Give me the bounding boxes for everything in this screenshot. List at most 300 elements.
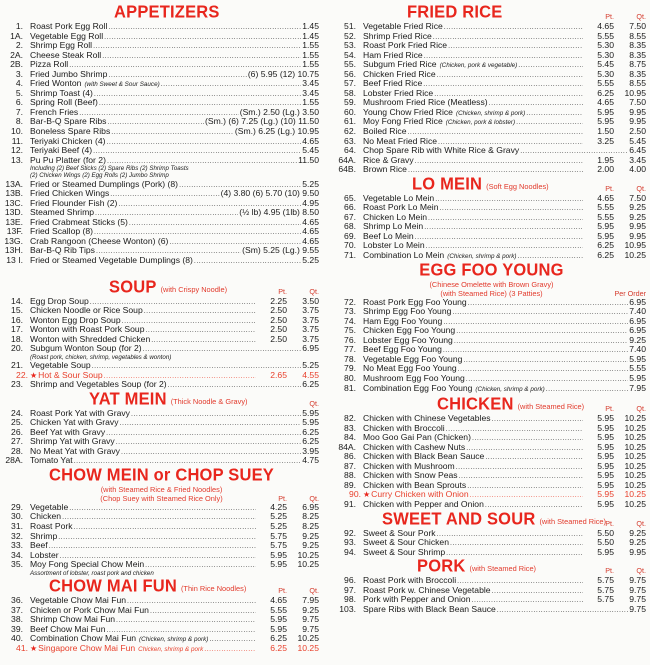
dot-leader — [424, 223, 583, 233]
item-name: Moo Goo Gai Pan (Chicken) — [363, 432, 471, 443]
section-subtitle: (with Steamed Rice) (3 Patties) — [440, 288, 543, 298]
quart-header: Qt. — [636, 404, 646, 414]
menu-right-column — [325, 3, 646, 665]
quart-price: 10.25 — [624, 498, 646, 509]
pint-price: 5.95 — [597, 441, 614, 452]
item-name: Spring Roll (Beef) — [30, 97, 98, 108]
item-number-text: 90. — [349, 489, 361, 500]
item-name: Pizza Roll — [30, 59, 69, 70]
dot-leader — [526, 109, 583, 119]
pint-price: 5.30 — [597, 68, 614, 79]
dot-leader — [428, 214, 583, 224]
quart-header: Qt. — [309, 286, 319, 296]
quart-price: 8.35 — [629, 68, 646, 79]
quart-price: 10.25 — [624, 460, 646, 471]
item-number: 15. — [11, 305, 23, 316]
section-title: PORK — [417, 556, 466, 577]
item-name: Beef Egg Foo Young — [363, 344, 442, 355]
dot-leader — [435, 195, 583, 205]
quart-header: Qt. — [636, 518, 646, 528]
dot-leader — [444, 23, 583, 33]
pint-header: Pt. — [605, 566, 614, 576]
quart-price: 8.75 — [629, 59, 646, 70]
item-number: 13E. — [5, 216, 23, 227]
item-name: Vegetable Egg Roll — [30, 30, 104, 41]
dot-leader — [470, 491, 583, 501]
item-number: 3. — [15, 68, 23, 79]
item-name: Chicken Lo Mein — [363, 211, 428, 222]
price-column-headers — [584, 404, 646, 413]
menu-item[interactable] — [337, 500, 646, 510]
item-name: No Meat Yat with Gravy — [30, 445, 120, 456]
item-size-prices: (6) 5.95 (12) 10.75 — [247, 68, 319, 79]
quart-price: 9.25 — [629, 211, 646, 222]
pint-price: 5.55 — [597, 78, 614, 89]
quart-price: 2.50 — [629, 126, 646, 137]
pint-price: 6.25 — [270, 642, 287, 653]
pint-price: 5.75 — [597, 575, 614, 586]
menu-item[interactable] — [337, 605, 646, 615]
item-number: 76. — [344, 334, 356, 345]
menu-item[interactable] — [337, 165, 646, 175]
item-size-prices: (4) 3.80 (6) 5.70 (10) 9.50 — [220, 188, 319, 199]
pint-header: Pt. — [605, 518, 614, 528]
pint-price: 6.25 — [597, 240, 614, 251]
item-number: 28. — [11, 445, 23, 456]
star-icon: ★ — [30, 370, 38, 380]
quart-price: 10.25 — [297, 633, 319, 644]
item-price: 3.95 — [302, 445, 319, 456]
section-note: (with Steamed Rice) — [469, 564, 537, 574]
item-price: 6.95 — [629, 296, 646, 307]
item-name: Subgum Wonton Soup (for 2) — [30, 343, 142, 354]
item-number: 68. — [344, 221, 356, 232]
item-number: 79. — [344, 363, 356, 374]
item-number: 30. — [11, 511, 23, 522]
item-description: Chicken, shrimp & pork — [138, 645, 204, 653]
section-title: CHICKEN — [437, 394, 514, 415]
section-soup — [4, 278, 319, 390]
item-price: 5.95 — [629, 353, 646, 364]
item-name: Teriyaki Beef (4) — [30, 145, 93, 156]
item-number: 73. — [344, 306, 356, 317]
pint-price: 5.55 — [597, 211, 614, 222]
item-number: 92. — [344, 527, 356, 538]
item-description: (Chicken, shrimp & pork) — [455, 109, 526, 117]
item-number: 17. — [11, 324, 23, 335]
quart-price: 10.25 — [624, 422, 646, 433]
pint-price: 5.50 — [597, 527, 614, 538]
item-price: 6.25 — [302, 426, 319, 437]
dot-leader — [116, 616, 256, 626]
dot-leader — [443, 346, 628, 356]
dot-leader — [454, 337, 628, 347]
item-description: (Chicken, shrimp & pork) — [447, 253, 517, 261]
dot-leader — [424, 52, 583, 62]
section-title: SOUP — [109, 277, 157, 297]
item-number: 24. — [11, 407, 23, 418]
item-name: Tomato Yat — [30, 455, 73, 466]
pint-header: Pt. — [278, 493, 287, 503]
item-price: 5.95 — [302, 407, 319, 418]
item-number: 35. — [11, 559, 23, 570]
item-size-prices: (Sm.) 2.50 (Lg.) 3.50 — [239, 106, 319, 117]
item-price: 7.40 — [629, 306, 646, 317]
item-size-prices: (Sm) 5.25 (Lg.) 9.55 — [242, 245, 319, 256]
quart-header: Qt. — [309, 493, 319, 503]
section-note: (with Steamed Rice) — [539, 516, 606, 526]
dot-leader — [456, 327, 628, 337]
quart-price: 9.95 — [629, 106, 646, 117]
item-number: 2A. — [10, 49, 23, 60]
item-number: 81. — [344, 382, 356, 393]
item-name: Singapore Chow Mai Fun — [38, 642, 136, 653]
item-name: Fried Crabmeat Sticks (5) — [30, 216, 128, 227]
item-number: 13D. — [4, 207, 23, 218]
pint-price: 5.95 — [597, 451, 614, 462]
pint-price: 4.65 — [597, 192, 614, 203]
item-name: Boiled Rice — [363, 126, 407, 137]
dot-leader — [62, 513, 256, 523]
menu-item[interactable] — [4, 256, 319, 266]
pint-header: Pt. — [278, 286, 287, 296]
item-name: Wonton with Roast Pork Soup — [30, 324, 145, 335]
quart-price: 8.25 — [302, 521, 319, 532]
menu-item[interactable] — [4, 380, 319, 390]
pint-price: 5.95 — [270, 559, 287, 570]
pint-price: 1.95 — [597, 154, 614, 165]
quart-price: 8.25 — [302, 511, 319, 522]
dot-leader — [69, 504, 256, 514]
section-chow-mai-fun — [4, 577, 319, 653]
quart-price: 9.25 — [302, 604, 319, 615]
quart-price: 3.45 — [629, 154, 646, 165]
item-name: Sweet & Sour Chicken — [363, 537, 449, 548]
pint-price: 1.50 — [597, 126, 614, 137]
dot-leader — [49, 542, 256, 552]
pint-price: 5.95 — [597, 422, 614, 433]
quart-price: 3.75 — [302, 333, 319, 344]
item-price: 1.45 — [302, 30, 319, 41]
item-name: Moy Fong Fried Rice — [363, 116, 443, 127]
item-price: 6.25 — [302, 379, 319, 390]
item-price: 6.95 — [302, 343, 319, 354]
item-name: Fried Chicken Wings — [30, 188, 110, 199]
item-number: 94. — [344, 546, 356, 557]
item-number: 29. — [11, 501, 23, 512]
section-note: (Soft Egg Noodles) — [486, 181, 549, 191]
item-price: 4.65 — [302, 235, 319, 246]
item-name: Chop Spare Rib with White Rice & Gravy — [363, 145, 520, 156]
pint-price: 5.25 — [270, 521, 287, 532]
item-number: 39. — [11, 623, 23, 634]
item-number: 4. — [15, 78, 23, 89]
item-name: Egg Drop Soup — [30, 295, 89, 306]
quart-price: 7.95 — [302, 594, 319, 605]
dot-leader — [468, 299, 629, 309]
section-header — [337, 261, 646, 280]
menu-item[interactable] — [4, 156, 319, 166]
quart-price: 9.75 — [629, 584, 646, 595]
quart-price: 3.75 — [302, 324, 319, 335]
quart-price: 8.55 — [629, 78, 646, 89]
item-price: 3.45 — [302, 78, 319, 89]
section-header — [337, 175, 646, 194]
dot-leader — [102, 52, 301, 62]
dot-leader — [497, 606, 628, 616]
dot-leader — [116, 438, 302, 448]
item-number: 64B. — [338, 164, 356, 175]
item-name: Beef Chow Mai Fun — [30, 623, 106, 634]
item-number: 8. — [15, 116, 23, 127]
item-name: Beef Lo Mein — [363, 230, 414, 241]
section-header — [337, 395, 646, 414]
dot-leader — [459, 472, 583, 482]
pint-price: 5.55 — [270, 604, 287, 615]
item-price: 4.65 — [302, 226, 319, 237]
item-number: 64. — [344, 145, 356, 156]
dot-leader — [120, 419, 302, 429]
dot-leader — [415, 233, 583, 243]
item-number: 97. — [344, 584, 356, 595]
pint-price: 5.95 — [597, 498, 614, 509]
item-number: 53. — [344, 40, 356, 51]
pint-price: 6.25 — [597, 87, 614, 98]
section-note: (with Steamed Rice) — [517, 402, 585, 412]
item-number: 13B. — [5, 188, 23, 199]
item-name: Shrimp Yat with Gravy — [30, 436, 115, 447]
item-number: 82. — [344, 413, 356, 424]
item-number: 2. — [15, 40, 23, 51]
item-number: 69. — [344, 230, 356, 241]
item-price: 1.55 — [302, 97, 319, 108]
item-number: 7. — [15, 106, 23, 117]
item-name: Chicken — [30, 511, 62, 522]
section-header — [4, 278, 319, 297]
item-number: 38. — [11, 614, 23, 625]
dot-leader — [472, 434, 583, 444]
menu-item[interactable] — [4, 456, 319, 466]
dot-leader — [161, 80, 302, 90]
item-name: Fried or Steamed Dumplings (Pork) (8) — [30, 178, 179, 189]
menu-left-column — [4, 3, 325, 665]
dot-leader — [450, 539, 583, 549]
item-number: 52. — [344, 30, 356, 41]
menu-item[interactable] — [4, 560, 319, 570]
item-number: 14. — [11, 295, 23, 306]
dot-leader — [452, 308, 628, 318]
item-number: 88. — [344, 470, 356, 481]
item-name: Vegetable Soup — [30, 360, 91, 371]
item-price: 5.95 — [629, 372, 646, 383]
item-name: Chicken with Snow Peas — [363, 470, 458, 481]
item-number-text: 41. — [16, 642, 28, 653]
pint-price: 5.95 — [270, 623, 287, 634]
pint-price: 5.95 — [597, 489, 614, 500]
item-number: 16. — [11, 314, 23, 325]
quart-price: 10.25 — [297, 549, 319, 560]
item-number: 80. — [344, 372, 356, 383]
price-column-headers — [257, 287, 319, 296]
dot-leader — [108, 71, 246, 81]
quart-price: 9.25 — [302, 530, 319, 541]
pint-price: 5.95 — [270, 614, 287, 625]
item-number: 63. — [344, 135, 356, 146]
price-column-headers — [584, 566, 646, 575]
dot-leader — [94, 90, 301, 100]
item-number: 40. — [11, 633, 23, 644]
dot-leader — [456, 463, 583, 473]
dot-leader — [106, 429, 301, 439]
item-name: Ham Egg Foo Young — [363, 315, 443, 326]
item-name: Combination Lo Mein — [363, 250, 445, 261]
item-name: Wonton Egg Drop Soup — [30, 314, 121, 325]
quart-price: 9.95 — [629, 230, 646, 241]
item-name: Hot & Sour Soup — [38, 369, 103, 380]
dot-leader — [108, 23, 301, 33]
pint-price: 5.75 — [597, 584, 614, 595]
item-number: 34. — [11, 549, 23, 560]
pint-price: 4.65 — [270, 594, 287, 605]
quart-price: 8.35 — [629, 49, 646, 60]
section-title: SWEET AND SOUR — [382, 509, 536, 529]
section-note: (Thick Noodle & Gravy) — [170, 396, 248, 406]
item-price: 5.95 — [302, 417, 319, 428]
item-name: Shrimp Lo Mein — [363, 221, 424, 232]
menu-item[interactable] — [337, 251, 646, 261]
item-price: 4.95 — [302, 197, 319, 208]
item-name: Beef Yat with Gravy — [30, 426, 106, 437]
item-number: 64A. — [338, 154, 356, 165]
item-name: Chicken Fried Rice — [363, 68, 436, 79]
item-size-prices: (Sm.) (6) 7.25 (Lg.) (10) 11.50 — [205, 116, 319, 127]
item-price: 3.45 — [302, 87, 319, 98]
item-number: 33. — [11, 540, 23, 551]
item-number: 28A. — [5, 455, 23, 466]
item-description: (with Sweet & Sour Sauce) — [84, 81, 160, 89]
item-name: No Meat Fried Rice — [363, 135, 438, 146]
section-pork — [337, 557, 646, 614]
menu-item[interactable] — [4, 344, 319, 354]
item-name: Young Chow Fried Rice — [363, 106, 453, 117]
quart-price: 5.45 — [629, 135, 646, 146]
dot-leader — [458, 365, 629, 375]
dot-leader — [485, 453, 583, 463]
dot-leader — [433, 33, 583, 43]
quart-price: 9.95 — [629, 116, 646, 127]
pint-price: 5.75 — [270, 540, 287, 551]
pint-price: 5.95 — [597, 432, 614, 443]
item-number: 70. — [344, 240, 356, 251]
section-note: (Thin Rice Noodles) — [180, 583, 247, 593]
item-price: 5.25 — [302, 178, 319, 189]
quart-price: 9.25 — [629, 202, 646, 213]
item-name: Shrimp Chow Mai Fun — [30, 614, 116, 625]
pint-price: 5.95 — [270, 549, 287, 560]
quart-price: 9.75 — [629, 575, 646, 586]
item-number: 65. — [344, 192, 356, 203]
pint-price: 4.65 — [597, 21, 614, 31]
pint-price: 5.95 — [597, 106, 614, 117]
pint-price: 5.95 — [597, 413, 614, 424]
item-number: 77. — [344, 344, 356, 355]
menu-item[interactable] — [337, 548, 646, 558]
section-title: LO MEIN — [412, 174, 483, 194]
section-title: APPETIZERS — [114, 2, 220, 22]
item-number: 13H. — [4, 245, 23, 256]
quart-header: Qt. — [309, 585, 319, 595]
item-number: 23. — [11, 379, 23, 390]
dot-leader — [121, 448, 301, 458]
item-price: 4.65 — [302, 216, 319, 227]
item-price: 7.40 — [629, 344, 646, 355]
item-name: Chicken with Cashew Nuts — [363, 441, 466, 452]
item-name: Fried Scallop (8) — [30, 226, 94, 237]
item-number: 26. — [11, 426, 23, 437]
dot-leader — [194, 257, 301, 267]
item-name: French Fries — [30, 106, 79, 117]
item-number: 37. — [11, 604, 23, 615]
dot-leader — [466, 375, 629, 385]
item-number: 20. — [11, 343, 23, 354]
item-name: Fried Flounder Fish (2) — [30, 197, 118, 208]
quart-price: 9.75 — [629, 594, 646, 605]
item-price: 6.45 — [629, 145, 646, 156]
dot-leader — [144, 307, 256, 317]
quart-price: 10.25 — [624, 489, 646, 500]
item-price: 11.50 — [298, 154, 319, 165]
item-name: Bar-B-Q Spare Ribs — [30, 116, 107, 127]
section-subtitle: (Chop Suey with Steamed Rice Only) — [100, 493, 223, 503]
item-description: (Chicken, shrimp & pork) — [475, 385, 545, 393]
dot-leader — [492, 587, 583, 597]
item-name: Subgum Fried Rice — [363, 59, 437, 70]
pint-price: 2.65 — [270, 369, 287, 380]
item-name: Moy Fong Special Chow Mein — [30, 559, 145, 570]
menu-item[interactable] — [4, 644, 319, 654]
item-name: Pork with Pepper and Onion — [363, 594, 471, 605]
price-column-headers — [576, 289, 646, 298]
per-order-header: Per Order — [614, 288, 646, 298]
item-number: 13G. — [4, 235, 23, 246]
pint-price: 2.00 — [597, 164, 614, 175]
menu-item[interactable] — [337, 384, 646, 394]
pint-price: 2.50 — [270, 324, 287, 335]
quart-price: 10.25 — [297, 559, 319, 570]
item-name: Chicken with Chinese Vegetables — [363, 413, 491, 424]
item-number: 18. — [11, 333, 23, 344]
item-name: Teriyaki Chicken (4) — [30, 135, 106, 146]
item-name: Curry Chicken with Onion — [371, 489, 469, 500]
pint-price: 4.25 — [270, 501, 287, 512]
pint-price: 4.65 — [597, 97, 614, 108]
dot-leader — [58, 533, 256, 543]
item-name: Roast Pork w. Chinese Vegetable — [363, 584, 491, 595]
quart-price: 9.95 — [629, 221, 646, 232]
pint-price: 5.95 — [597, 479, 614, 490]
item-price: 6.95 — [629, 315, 646, 326]
item-number: 67. — [344, 211, 356, 222]
item-number: 84A. — [338, 441, 356, 452]
dot-leader — [111, 128, 234, 138]
item-number: 62. — [344, 126, 356, 137]
pint-price: 5.45 — [597, 59, 614, 70]
item-number: 1A. — [10, 30, 23, 41]
item-number: 6. — [15, 97, 23, 108]
item-name: Steamed Shrimp — [30, 207, 95, 218]
item-number: 75. — [344, 325, 356, 336]
item-number: 84. — [344, 432, 356, 443]
